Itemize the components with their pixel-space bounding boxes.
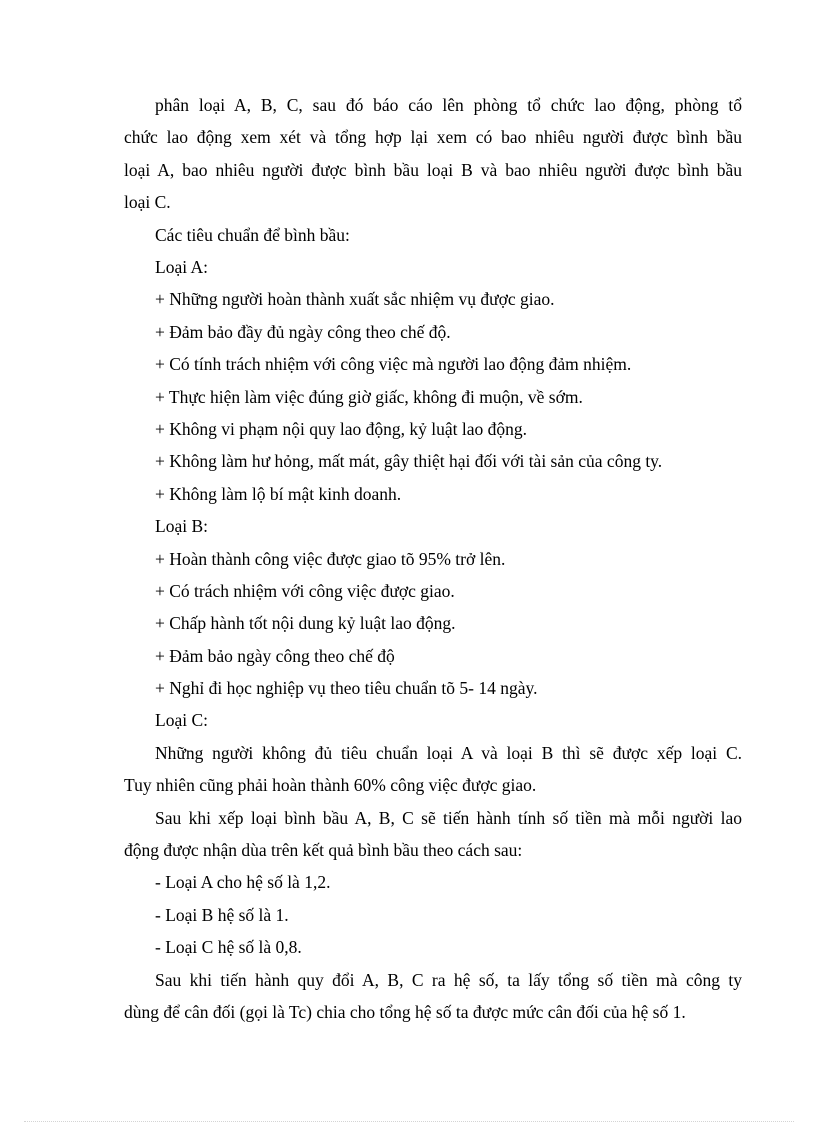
list-item: - Loại B hệ số là 1. xyxy=(155,904,289,925)
text-line: Những người không đủ tiêu chuẩn loại A và loại B thì sẽ được xếp loại C. xyxy=(155,742,742,763)
list-item: + Đảm bảo ngày công theo chế độ xyxy=(155,645,395,666)
list-item: + Không vi phạm nội quy lao động, kỷ luật lao động. xyxy=(155,418,527,439)
category-heading-c: Loại C: xyxy=(155,710,208,731)
category-heading-b: Loại B: xyxy=(155,516,208,537)
text-line: động được nhận dùa trên kết quả bình bầu theo cách sau: xyxy=(124,840,523,861)
list-item: + Chấp hành tốt nội dung kỷ luật lao động. xyxy=(155,613,456,634)
list-item: + Hoàn thành công việc được giao tõ 95% trở lên. xyxy=(155,548,506,569)
list-item: - Loại C hệ số là 0,8. xyxy=(155,937,302,958)
list-item: + Những người hoàn thành xuất sắc nhiệm vụ được giao. xyxy=(155,289,555,310)
list-item: + Có tính trách nhiệm với công việc mà người lao động đảm nhiệm. xyxy=(155,354,632,375)
text-line: phân loại A, B, C, sau đó báo cáo lên phòng tổ chức lao động, phòng tổ xyxy=(155,95,742,115)
text-line: loại A, bao nhiêu người được bình bầu loại B và bao nhiêu người được bình bầu xyxy=(124,159,742,180)
list-item: + Có trách nhiệm với công việc được giao. xyxy=(155,580,455,601)
text-line: Sau khi tiến hành quy đổi A, B, C ra hệ số, ta lấy tổng số tiền mà công ty xyxy=(155,969,742,990)
text-line: Tuy nhiên cũng phải hoàn thành 60% công việc được giao. xyxy=(124,775,537,796)
list-item: + Không làm hư hỏng, mất mát, gây thiệt hại đối với tài sản của công ty. xyxy=(155,451,663,472)
document-body xyxy=(124,89,742,1028)
text-line: chức lao động xem xét và tổng hợp lại xem có bao nhiêu người được bình bầu xyxy=(124,127,742,148)
list-item: - Loại A cho hệ số là 1,2. xyxy=(155,872,331,893)
section-heading: Các tiêu chuẩn để bình bầu: xyxy=(155,224,350,245)
page-bottom-divider xyxy=(24,1121,794,1122)
category-heading-a: Loại A: xyxy=(155,257,208,277)
list-item: + Đảm bảo đầy đủ ngày công theo chế độ. xyxy=(155,321,451,342)
text-line: loại C. xyxy=(124,192,171,213)
list-item: + Không làm lộ bí mật kinh doanh. xyxy=(155,483,402,504)
list-item: + Nghỉ đi học nghiệp vụ theo tiêu chuẩn tõ 5- 14 ngày. xyxy=(155,678,538,699)
list-item: + Thực hiện làm việc đúng giờ giấc, không đi muộn, về sớm. xyxy=(155,386,583,407)
text-line: Sau khi xếp loại bình bầu A, B, C sẽ tiến hành tính số tiền mà mỗi người lao xyxy=(155,807,742,828)
text-line: dùng để cân đối (gọi là Tc) chia cho tổng hệ số ta được mức cân đối của hệ số 1. xyxy=(124,1002,686,1023)
